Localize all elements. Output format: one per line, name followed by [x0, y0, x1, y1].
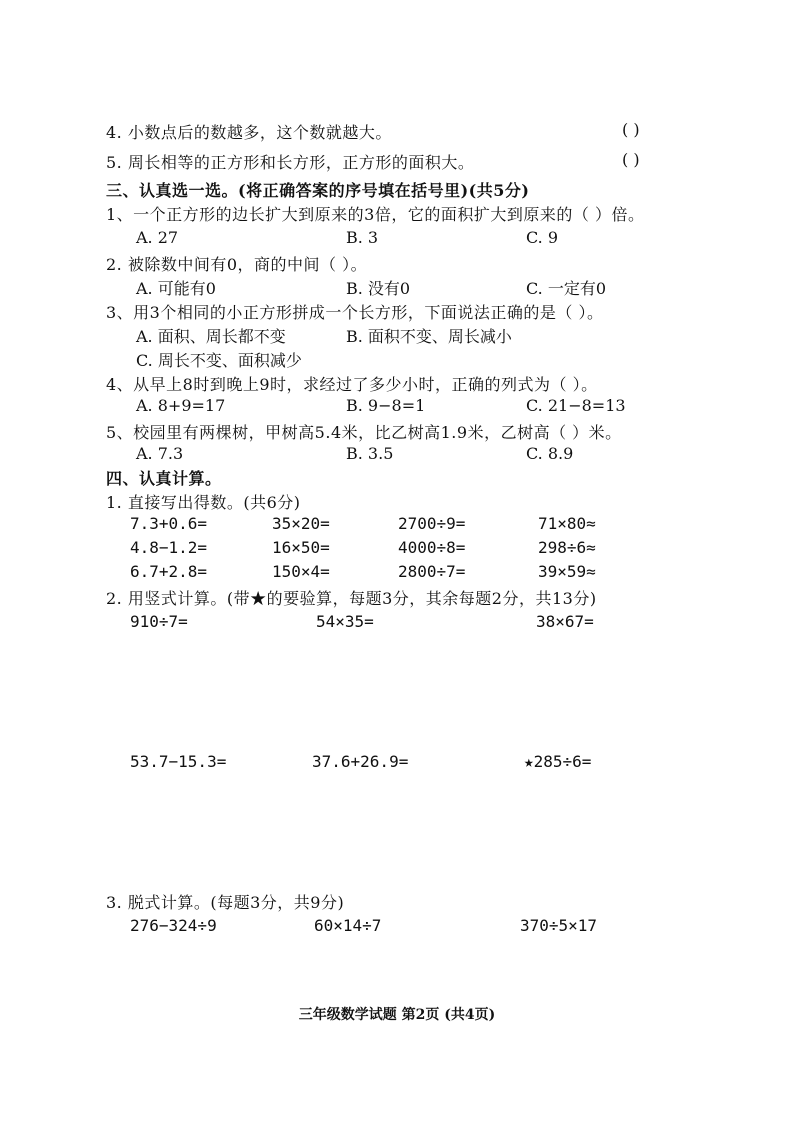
oral-calc-item: 7.3+0.6= [130, 514, 208, 533]
option-c: C. 周长不变、面积减少 [136, 351, 302, 370]
oral-calc-item: 298÷6≈ [538, 538, 596, 557]
oral-calc-item: 35×20= [272, 514, 330, 533]
part1-title: 1. 直接写出得数。(共6分) [106, 493, 301, 512]
section-title-choice: 三、认真选一选。(将正确答案的序号填在括号里)(共5分) [106, 181, 530, 200]
vertical-calc-item: 910÷7= [130, 612, 188, 631]
oral-calc-item: 6.7+2.8= [130, 562, 208, 581]
choice-question-2: 2. 被除数中间有0，商的中间（ ）。 [106, 255, 368, 274]
judge-question-5: 5. 周长相等的正方形和长方形，正方形的面积大。 [106, 153, 475, 172]
oral-calc-item: 39×59≈ [538, 562, 596, 581]
option-b: B. 没有0 [346, 279, 411, 298]
section-title-compute: 四、认真计算。 [106, 469, 222, 488]
option-a: A. 可能有0 [136, 279, 216, 298]
oral-calc-item: 2700÷9= [398, 514, 466, 533]
stepwise-calc-item: 370÷5×17 [520, 916, 598, 935]
vertical-calc-item: 54×35= [316, 612, 374, 631]
option-b: B. 3.5 [346, 444, 394, 463]
option-c: C. 8.9 [526, 444, 574, 463]
answer-bracket[interactable]: ( ) [622, 120, 640, 139]
option-a: A. 27 [136, 228, 179, 247]
oral-calc-item: 4.8−1.2= [130, 538, 208, 557]
option-c: C. 21−8=13 [526, 396, 626, 415]
stepwise-calc-item: 276−324÷9 [130, 916, 217, 935]
choice-question-3: 3、用3个相同的小正方形拼成一个长方形，下面说法正确的是（ ）。 [106, 303, 604, 322]
option-a: A. 7.3 [136, 444, 184, 463]
judge-question-4: 4. 小数点后的数越多，这个数就越大。 [106, 123, 392, 142]
vertical-calc-item: 37.6+26.9= [312, 752, 409, 771]
stepwise-calc-item: 60×14÷7 [314, 916, 382, 935]
option-b: B. 面积不变、周长减小 [346, 327, 512, 346]
vertical-calc-item: 53.7−15.3= [130, 752, 227, 771]
option-c: C. 9 [526, 228, 559, 247]
part2-title: 2. 用竖式计算。(带★的要验算，每题3分，其余每题2分，共13分) [106, 589, 597, 608]
choice-question-1: 1、一个正方形的边长扩大到原来的3倍，它的面积扩大到原来的（ ）倍。 [106, 205, 645, 224]
oral-calc-item: 4000÷8= [398, 538, 466, 557]
option-a: A. 面积、周长都不变 [136, 327, 286, 346]
page-footer: 三年级数学试题 第2页 (共4页) [298, 1007, 496, 1023]
oral-calc-item: 150×4= [272, 562, 330, 581]
option-b: B. 3 [346, 228, 379, 247]
oral-calc-item: 16×50= [272, 538, 330, 557]
choice-question-4: 4、从早上8时到晚上9时，求经过了多少小时，正确的列式为（ ）。 [106, 375, 598, 394]
oral-calc-item: 71×80≈ [538, 514, 596, 533]
vertical-calc-item: ★285÷6= [524, 752, 592, 771]
option-b: B. 9−8=1 [346, 396, 426, 415]
part3-title: 3. 脱式计算。(每题3分，共9分) [106, 893, 345, 912]
answer-bracket[interactable]: ( ) [622, 150, 640, 169]
option-c: C. 一定有0 [526, 279, 607, 298]
option-a: A. 8+9=17 [136, 396, 226, 415]
vertical-calc-item: 38×67= [536, 612, 594, 631]
choice-question-5: 5、校园里有两棵树，甲树高5.4米，比乙树高1.9米，乙树高（ ）米。 [106, 423, 622, 442]
oral-calc-item: 2800÷7= [398, 562, 466, 581]
